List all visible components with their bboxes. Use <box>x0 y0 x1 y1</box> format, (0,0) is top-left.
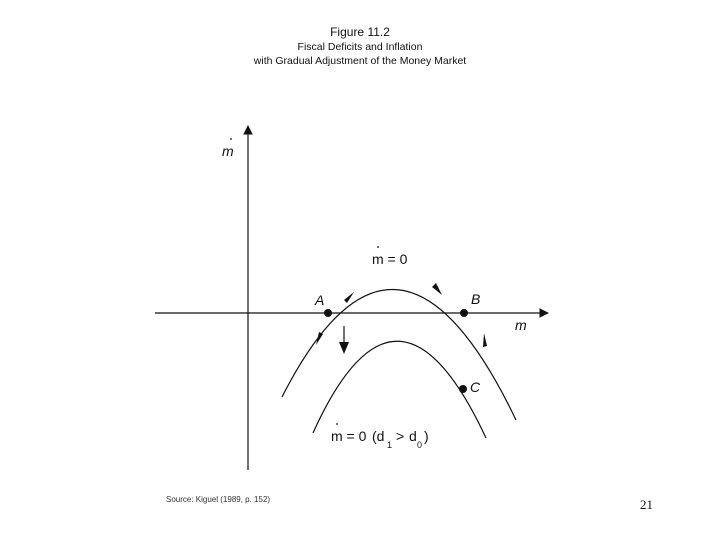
shift-arrow-head <box>339 342 349 354</box>
arrow-upper-right-down <box>432 283 442 295</box>
upper-curve <box>282 289 516 420</box>
lower-label-dot <box>336 423 338 425</box>
y-axis-label: m <box>222 143 234 159</box>
upper-curve-label: m = 0 <box>372 251 408 267</box>
point-c <box>459 385 467 393</box>
point-c-label: C <box>470 379 481 395</box>
y-axis-label-dot <box>230 138 232 140</box>
point-b <box>460 309 468 317</box>
lower-label-sub0: 0 <box>417 440 423 450</box>
point-a-label: A <box>315 292 325 308</box>
lower-label-paren-close: ) <box>424 428 429 444</box>
lower-label-sub1: 1 <box>387 440 393 450</box>
upper-label-dot <box>377 246 379 248</box>
page-number: 21 <box>640 497 653 512</box>
arrow-upper-left-up <box>344 292 354 303</box>
lower-curve-label: m = 0 <box>331 428 367 444</box>
arrow-lower-right-up <box>483 333 487 347</box>
lower-label-d: d <box>409 428 417 444</box>
figure-number: Figure 11.2 <box>330 25 390 39</box>
point-a <box>324 309 332 317</box>
figure-subtitle-line1: Fiscal Deficits and Inflation <box>297 41 423 53</box>
lower-label-paren-open: (d <box>372 428 385 444</box>
x-axis-label: m <box>515 317 527 333</box>
lower-label-gt: > <box>396 428 405 444</box>
point-b-label: B <box>471 291 481 307</box>
source-citation: Source: Kiguel (1989, p. 152) <box>166 495 271 504</box>
figure-subtitle-line2: with Gradual Adjustment of the Money Market <box>253 55 467 67</box>
